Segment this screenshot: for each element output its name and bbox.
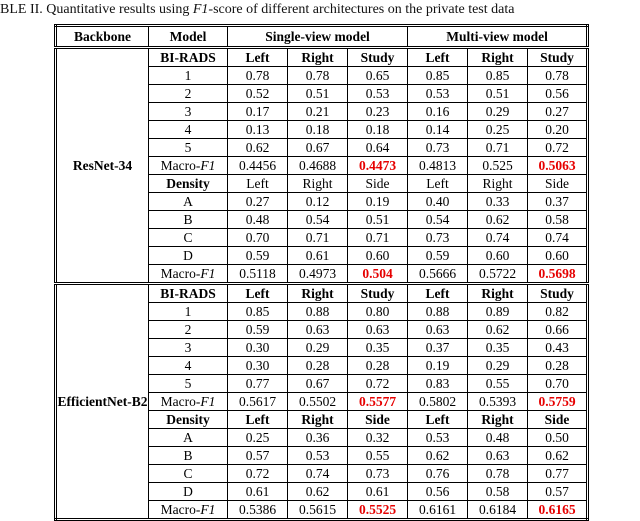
header-model: Model [149,26,228,48]
column-header: Right [468,175,528,193]
row-label: D [149,247,228,265]
value-cell: 0.29 [288,339,348,357]
value-cell: 0.52 [228,85,288,103]
macro-value-cell: 0.4688 [288,157,348,175]
value-cell: 0.36 [288,429,348,447]
task-label: Density [149,175,228,193]
column-header: Study [348,284,408,303]
value-cell: 0.78 [528,67,588,85]
column-header: Left [228,284,288,303]
value-cell: 0.80 [348,303,408,321]
column-header: Left [408,48,468,67]
results-table [54,24,589,521]
value-cell: 0.50 [528,429,588,447]
macro-value-cell: 0.6161 [408,501,468,520]
caption-prefix: BLE II. Quantitative results using [0,2,193,17]
macro-value-highlighted: 0.5063 [528,157,588,175]
column-header: Left [408,175,468,193]
value-cell: 0.67 [288,375,348,393]
value-cell: 0.72 [528,139,588,157]
column-header: Right [468,48,528,67]
value-cell: 0.85 [468,67,528,85]
value-cell: 0.82 [528,303,588,321]
macro-value-cell: 0.5615 [288,501,348,520]
macro-value-highlighted: 0.5759 [528,393,588,411]
value-cell: 0.74 [288,465,348,483]
value-cell: 0.59 [228,247,288,265]
value-cell: 0.77 [228,375,288,393]
column-header: Left [228,411,288,429]
macro-prefix: Macro- [160,502,201,517]
value-cell: 0.37 [408,339,468,357]
macro-prefix: Macro- [160,394,201,409]
value-cell: 0.53 [408,85,468,103]
value-cell: 0.70 [528,375,588,393]
value-cell: 0.53 [288,447,348,465]
column-header: Right [288,48,348,67]
value-cell: 0.63 [288,321,348,339]
section-header-row [56,284,588,303]
value-cell: 0.72 [228,465,288,483]
value-cell: 0.58 [528,211,588,229]
value-cell: 0.54 [408,211,468,229]
value-cell: 0.23 [348,103,408,121]
value-cell: 0.19 [408,357,468,375]
caption-f1-term: F1 [192,2,209,17]
macro-value-cell: 0.5118 [228,265,288,284]
value-cell: 0.70 [228,229,288,247]
value-cell: 0.72 [348,375,408,393]
macro-value-cell: 0.5722 [468,265,528,284]
header-backbone: Backbone [56,26,149,48]
row-label: A [149,193,228,211]
value-cell: 0.74 [468,229,528,247]
macro-value-cell: 0.5502 [288,393,348,411]
macro-value-highlighted: 0.5698 [528,265,588,284]
value-cell: 0.60 [348,247,408,265]
value-cell: 0.63 [408,321,468,339]
backbone-label: EfficientNet-B2 [56,284,149,520]
column-header: Study [528,48,588,67]
value-cell: 0.35 [468,339,528,357]
value-cell: 0.73 [348,465,408,483]
value-cell: 0.63 [348,321,408,339]
value-cell: 0.58 [468,483,528,501]
value-cell: 0.29 [468,357,528,375]
value-cell: 0.27 [228,193,288,211]
column-header: Right [288,284,348,303]
value-cell: 0.61 [288,247,348,265]
row-label: 5 [149,139,228,157]
macro-f1-label [149,393,228,411]
column-header: Right [468,411,528,429]
row-label: 1 [149,67,228,85]
value-cell: 0.51 [348,211,408,229]
value-cell: 0.51 [288,85,348,103]
table-body [56,48,588,520]
value-cell: 0.73 [408,229,468,247]
value-cell: 0.14 [408,121,468,139]
section-header-row [56,48,588,67]
value-cell: 0.66 [528,321,588,339]
macro-value-cell: 0.6184 [468,501,528,520]
value-cell: 0.64 [348,139,408,157]
value-cell: 0.71 [288,229,348,247]
value-cell: 0.85 [408,67,468,85]
row-label: C [149,465,228,483]
value-cell: 0.12 [288,193,348,211]
row-label: 1 [149,303,228,321]
macro-value-highlighted: 0.5525 [348,501,408,520]
value-cell: 0.40 [408,193,468,211]
row-label: B [149,447,228,465]
column-header: Right [288,411,348,429]
value-cell: 0.30 [228,339,288,357]
value-cell: 0.53 [408,429,468,447]
row-label: 4 [149,357,228,375]
value-cell: 0.57 [228,447,288,465]
value-cell: 0.17 [228,103,288,121]
value-cell: 0.60 [528,247,588,265]
macro-f1-italic: F1 [200,266,216,281]
value-cell: 0.30 [228,357,288,375]
value-cell: 0.63 [468,447,528,465]
value-cell: 0.61 [228,483,288,501]
value-cell: 0.28 [528,357,588,375]
value-cell: 0.25 [228,429,288,447]
column-header: Study [528,284,588,303]
value-cell: 0.43 [528,339,588,357]
value-cell: 0.16 [408,103,468,121]
macro-prefix: Macro- [160,158,201,173]
column-header: Side [528,175,588,193]
value-cell: 0.13 [228,121,288,139]
value-cell: 0.56 [408,483,468,501]
macro-value-highlighted: 0.6165 [528,501,588,520]
value-cell: 0.37 [528,193,588,211]
value-cell: 0.62 [468,211,528,229]
column-header: Right [288,175,348,193]
column-header: Left [408,284,468,303]
value-cell: 0.27 [528,103,588,121]
value-cell: 0.76 [408,465,468,483]
row-label: D [149,483,228,501]
value-cell: 0.21 [288,103,348,121]
column-header: Left [228,175,288,193]
column-header: Left [408,411,468,429]
value-cell: 0.88 [288,303,348,321]
value-cell: 0.78 [468,465,528,483]
macro-prefix: Macro- [160,266,201,281]
value-cell: 0.18 [348,121,408,139]
macro-f1-italic: F1 [200,158,216,173]
value-cell: 0.59 [228,321,288,339]
value-cell: 0.78 [228,67,288,85]
column-header: Side [348,175,408,193]
macro-value-cell: 0.4813 [408,157,468,175]
value-cell: 0.85 [228,303,288,321]
task-label: BI-RADS [149,48,228,67]
column-header: Right [468,284,528,303]
value-cell: 0.59 [408,247,468,265]
macro-f1-italic: F1 [200,502,216,517]
column-header: Side [348,411,408,429]
macro-value-cell: 0.5393 [468,393,528,411]
value-cell: 0.74 [528,229,588,247]
value-cell: 0.71 [348,229,408,247]
column-header: Left [228,48,288,67]
header-multi-view: Multi-view model [408,26,588,48]
value-cell: 0.54 [288,211,348,229]
value-cell: 0.20 [528,121,588,139]
value-cell: 0.51 [468,85,528,103]
value-cell: 0.32 [348,429,408,447]
value-cell: 0.62 [468,321,528,339]
row-label: B [149,211,228,229]
value-cell: 0.48 [468,429,528,447]
row-label: 2 [149,85,228,103]
value-cell: 0.56 [528,85,588,103]
results-table-wrapper [54,24,589,521]
value-cell: 0.35 [348,339,408,357]
value-cell: 0.67 [288,139,348,157]
value-cell: 0.55 [348,447,408,465]
row-label: A [149,429,228,447]
macro-value-cell: 0.4973 [288,265,348,284]
macro-f1-label [149,265,228,284]
macro-value-cell: 0.525 [468,157,528,175]
main-header-row [56,26,588,48]
macro-f1-italic: F1 [200,394,216,409]
value-cell: 0.71 [468,139,528,157]
macro-value-cell: 0.4456 [228,157,288,175]
macro-f1-label [149,501,228,520]
value-cell: 0.28 [348,357,408,375]
macro-value-cell: 0.5386 [228,501,288,520]
value-cell: 0.62 [408,447,468,465]
task-label: Density [149,411,228,429]
row-label: 2 [149,321,228,339]
value-cell: 0.77 [528,465,588,483]
table-caption [0,1,640,18]
value-cell: 0.61 [348,483,408,501]
caption-suffix: -score of different architectures on the private test data [208,2,515,17]
value-cell: 0.28 [288,357,348,375]
task-label: BI-RADS [149,284,228,303]
value-cell: 0.89 [468,303,528,321]
value-cell: 0.60 [468,247,528,265]
value-cell: 0.88 [408,303,468,321]
value-cell: 0.33 [468,193,528,211]
value-cell: 0.19 [348,193,408,211]
column-header: Side [528,411,588,429]
value-cell: 0.62 [228,139,288,157]
value-cell: 0.55 [468,375,528,393]
value-cell: 0.83 [408,375,468,393]
column-header: Study [348,48,408,67]
row-label: C [149,229,228,247]
macro-value-cell: 0.5617 [228,393,288,411]
macro-value-highlighted: 0.4473 [348,157,408,175]
value-cell: 0.62 [288,483,348,501]
value-cell: 0.65 [348,67,408,85]
row-label: 3 [149,103,228,121]
value-cell: 0.25 [468,121,528,139]
row-label: 3 [149,339,228,357]
value-cell: 0.29 [468,103,528,121]
value-cell: 0.18 [288,121,348,139]
header-single-view: Single-view model [228,26,408,48]
value-cell: 0.57 [528,483,588,501]
macro-value-highlighted: 0.5577 [348,393,408,411]
macro-value-cell: 0.5802 [408,393,468,411]
macro-value-highlighted: 0.504 [348,265,408,284]
row-label: 4 [149,121,228,139]
row-label: 5 [149,375,228,393]
value-cell: 0.53 [348,85,408,103]
value-cell: 0.73 [408,139,468,157]
macro-f1-label [149,157,228,175]
value-cell: 0.62 [528,447,588,465]
value-cell: 0.78 [288,67,348,85]
value-cell: 0.48 [228,211,288,229]
macro-value-cell: 0.5666 [408,265,468,284]
backbone-label: ResNet-34 [56,48,149,284]
